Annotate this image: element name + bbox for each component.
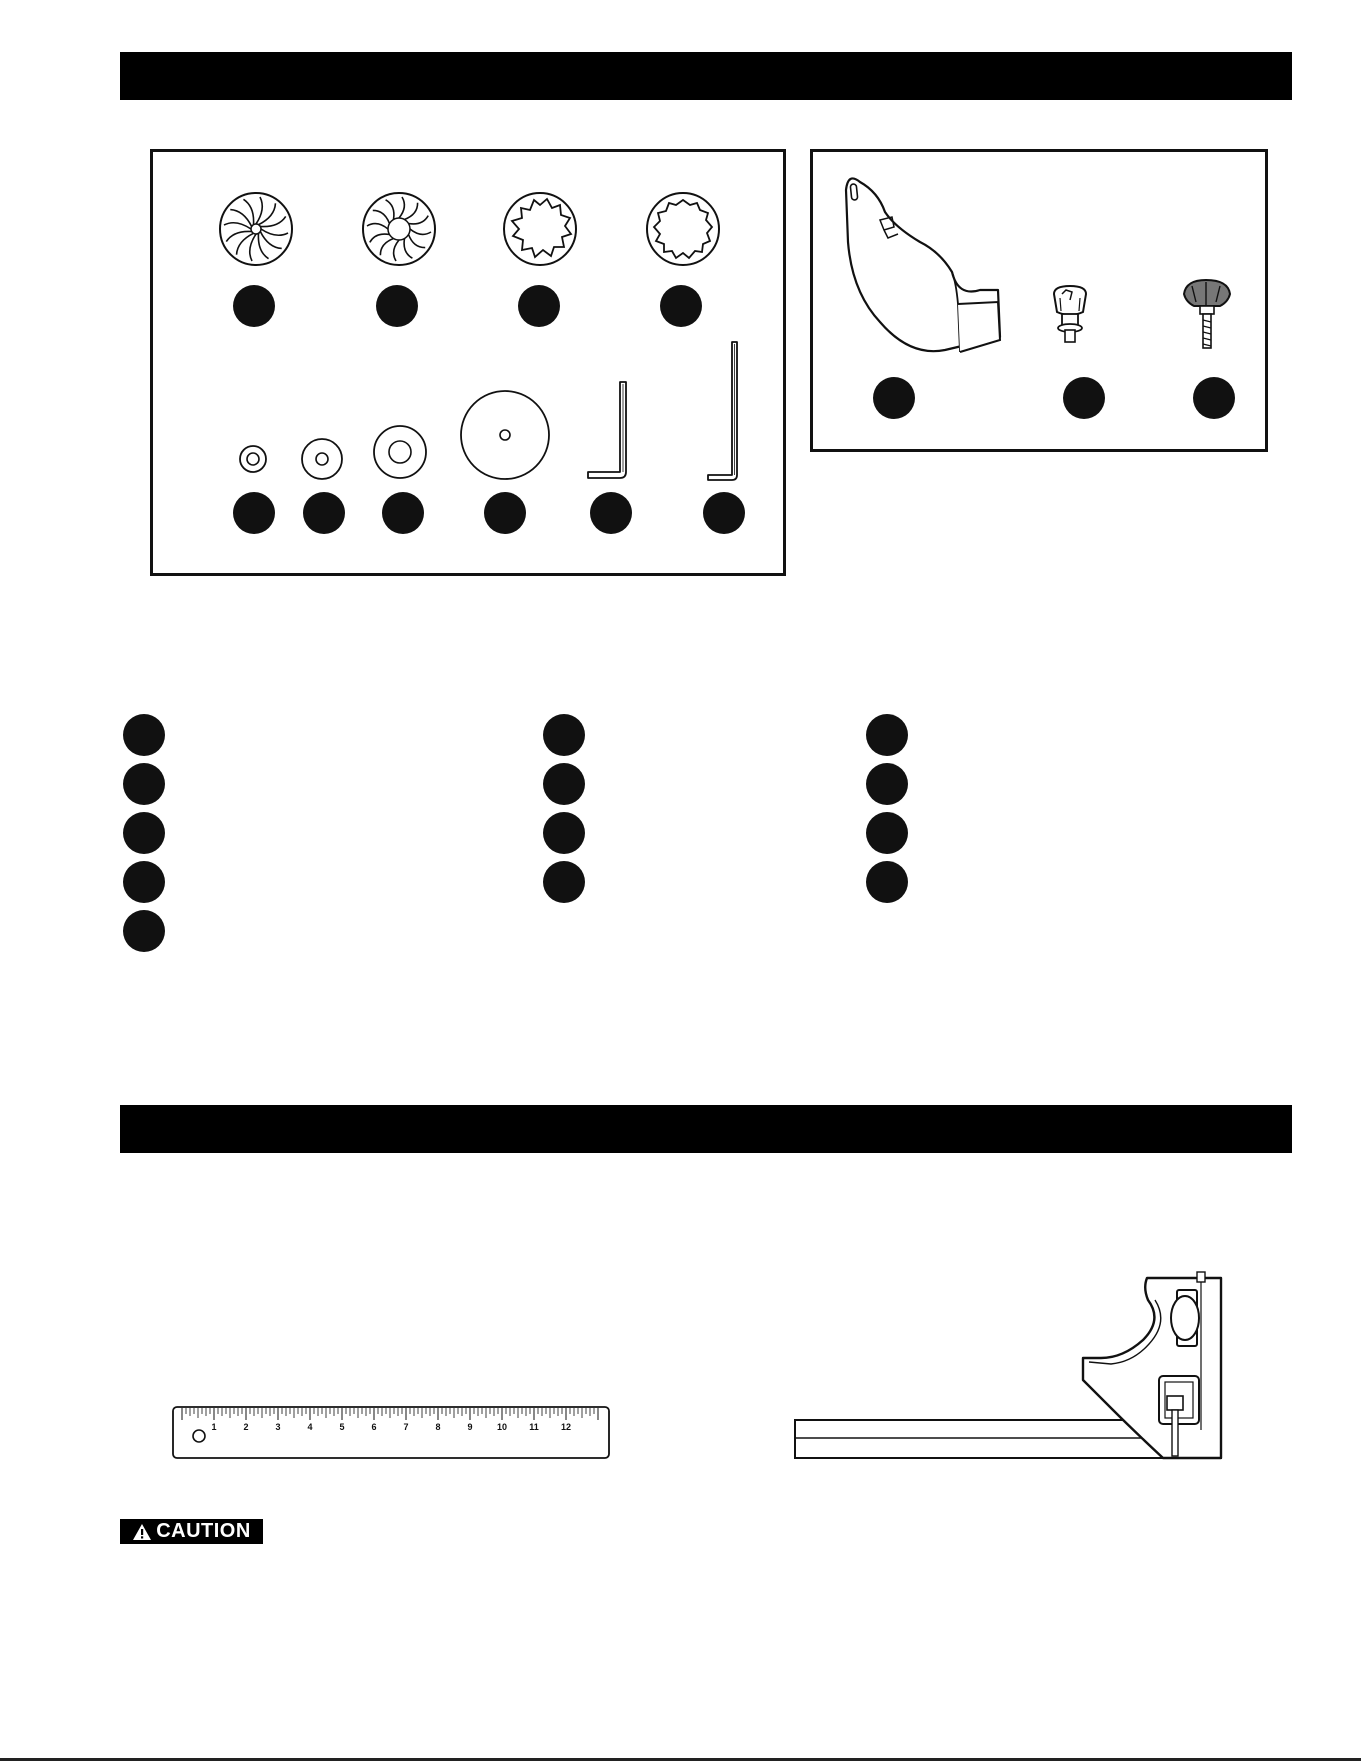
callout-dot — [233, 285, 275, 327]
section-header-bar-tools — [120, 1105, 1292, 1153]
legend-dot — [123, 763, 165, 805]
legend-dot — [123, 910, 165, 952]
large-flat-washer-icon — [371, 423, 429, 481]
legend-dot — [543, 763, 585, 805]
legend-dot — [543, 861, 585, 903]
callout-dot — [382, 492, 424, 534]
svg-text:9: 9 — [467, 1422, 473, 1432]
legend-dot — [123, 812, 165, 854]
internal-tooth-lock-washer-icon — [642, 188, 724, 270]
svg-text:11: 11 — [529, 1422, 539, 1432]
legend-dot — [543, 812, 585, 854]
small-flat-washer-icon — [237, 443, 269, 475]
callout-dot — [873, 377, 915, 419]
svg-text:1: 1 — [211, 1422, 217, 1432]
legend-dot — [866, 763, 908, 805]
combination-square-icon — [793, 1270, 1223, 1462]
flat-washer-icon — [299, 436, 345, 482]
svg-text:8: 8 — [435, 1422, 441, 1432]
callout-dot — [484, 492, 526, 534]
short-hex-key-icon — [584, 380, 636, 480]
callout-dot — [303, 492, 345, 534]
legend-dot — [866, 812, 908, 854]
callout-dot — [518, 285, 560, 327]
svg-text:7: 7 — [403, 1422, 409, 1432]
callout-dot — [703, 492, 745, 534]
legend-dot — [543, 714, 585, 756]
legend-dot — [123, 714, 165, 756]
callout-dot — [590, 492, 632, 534]
fender-washer-icon — [458, 388, 552, 482]
knob-icon — [1050, 284, 1090, 354]
svg-text:6: 6 — [371, 1422, 377, 1432]
caution-label — [120, 1519, 263, 1544]
knob-bolt-icon — [1180, 276, 1234, 356]
svg-text:12: 12 — [560, 1422, 572, 1432]
callout-dot — [1063, 377, 1105, 419]
ruler-icon — [172, 1406, 610, 1460]
svg-text:5: 5 — [339, 1422, 345, 1432]
callout-dot — [1193, 377, 1235, 419]
svg-text:10: 10 — [496, 1422, 508, 1432]
callout-dot — [233, 492, 275, 534]
callout-dot — [376, 285, 418, 327]
section-header-bar-hardware — [120, 52, 1292, 100]
external-tooth-lock-washer-icon — [358, 188, 440, 270]
legend-dot — [123, 861, 165, 903]
legend-dot — [866, 861, 908, 903]
svg-text:2: 2 — [243, 1422, 249, 1432]
svg-text:4: 4 — [307, 1422, 313, 1432]
caution-text: CAUTION — [156, 1520, 251, 1542]
external-tooth-lock-washer-icon — [215, 188, 297, 270]
mounting-bracket-icon — [840, 172, 1000, 372]
warning-triangle-icon — [132, 1523, 152, 1541]
svg-text:3: 3 — [275, 1422, 281, 1432]
callout-dot — [660, 285, 702, 327]
long-hex-key-icon — [706, 340, 742, 482]
legend-dot — [866, 714, 908, 756]
internal-tooth-lock-washer-icon — [499, 188, 581, 270]
